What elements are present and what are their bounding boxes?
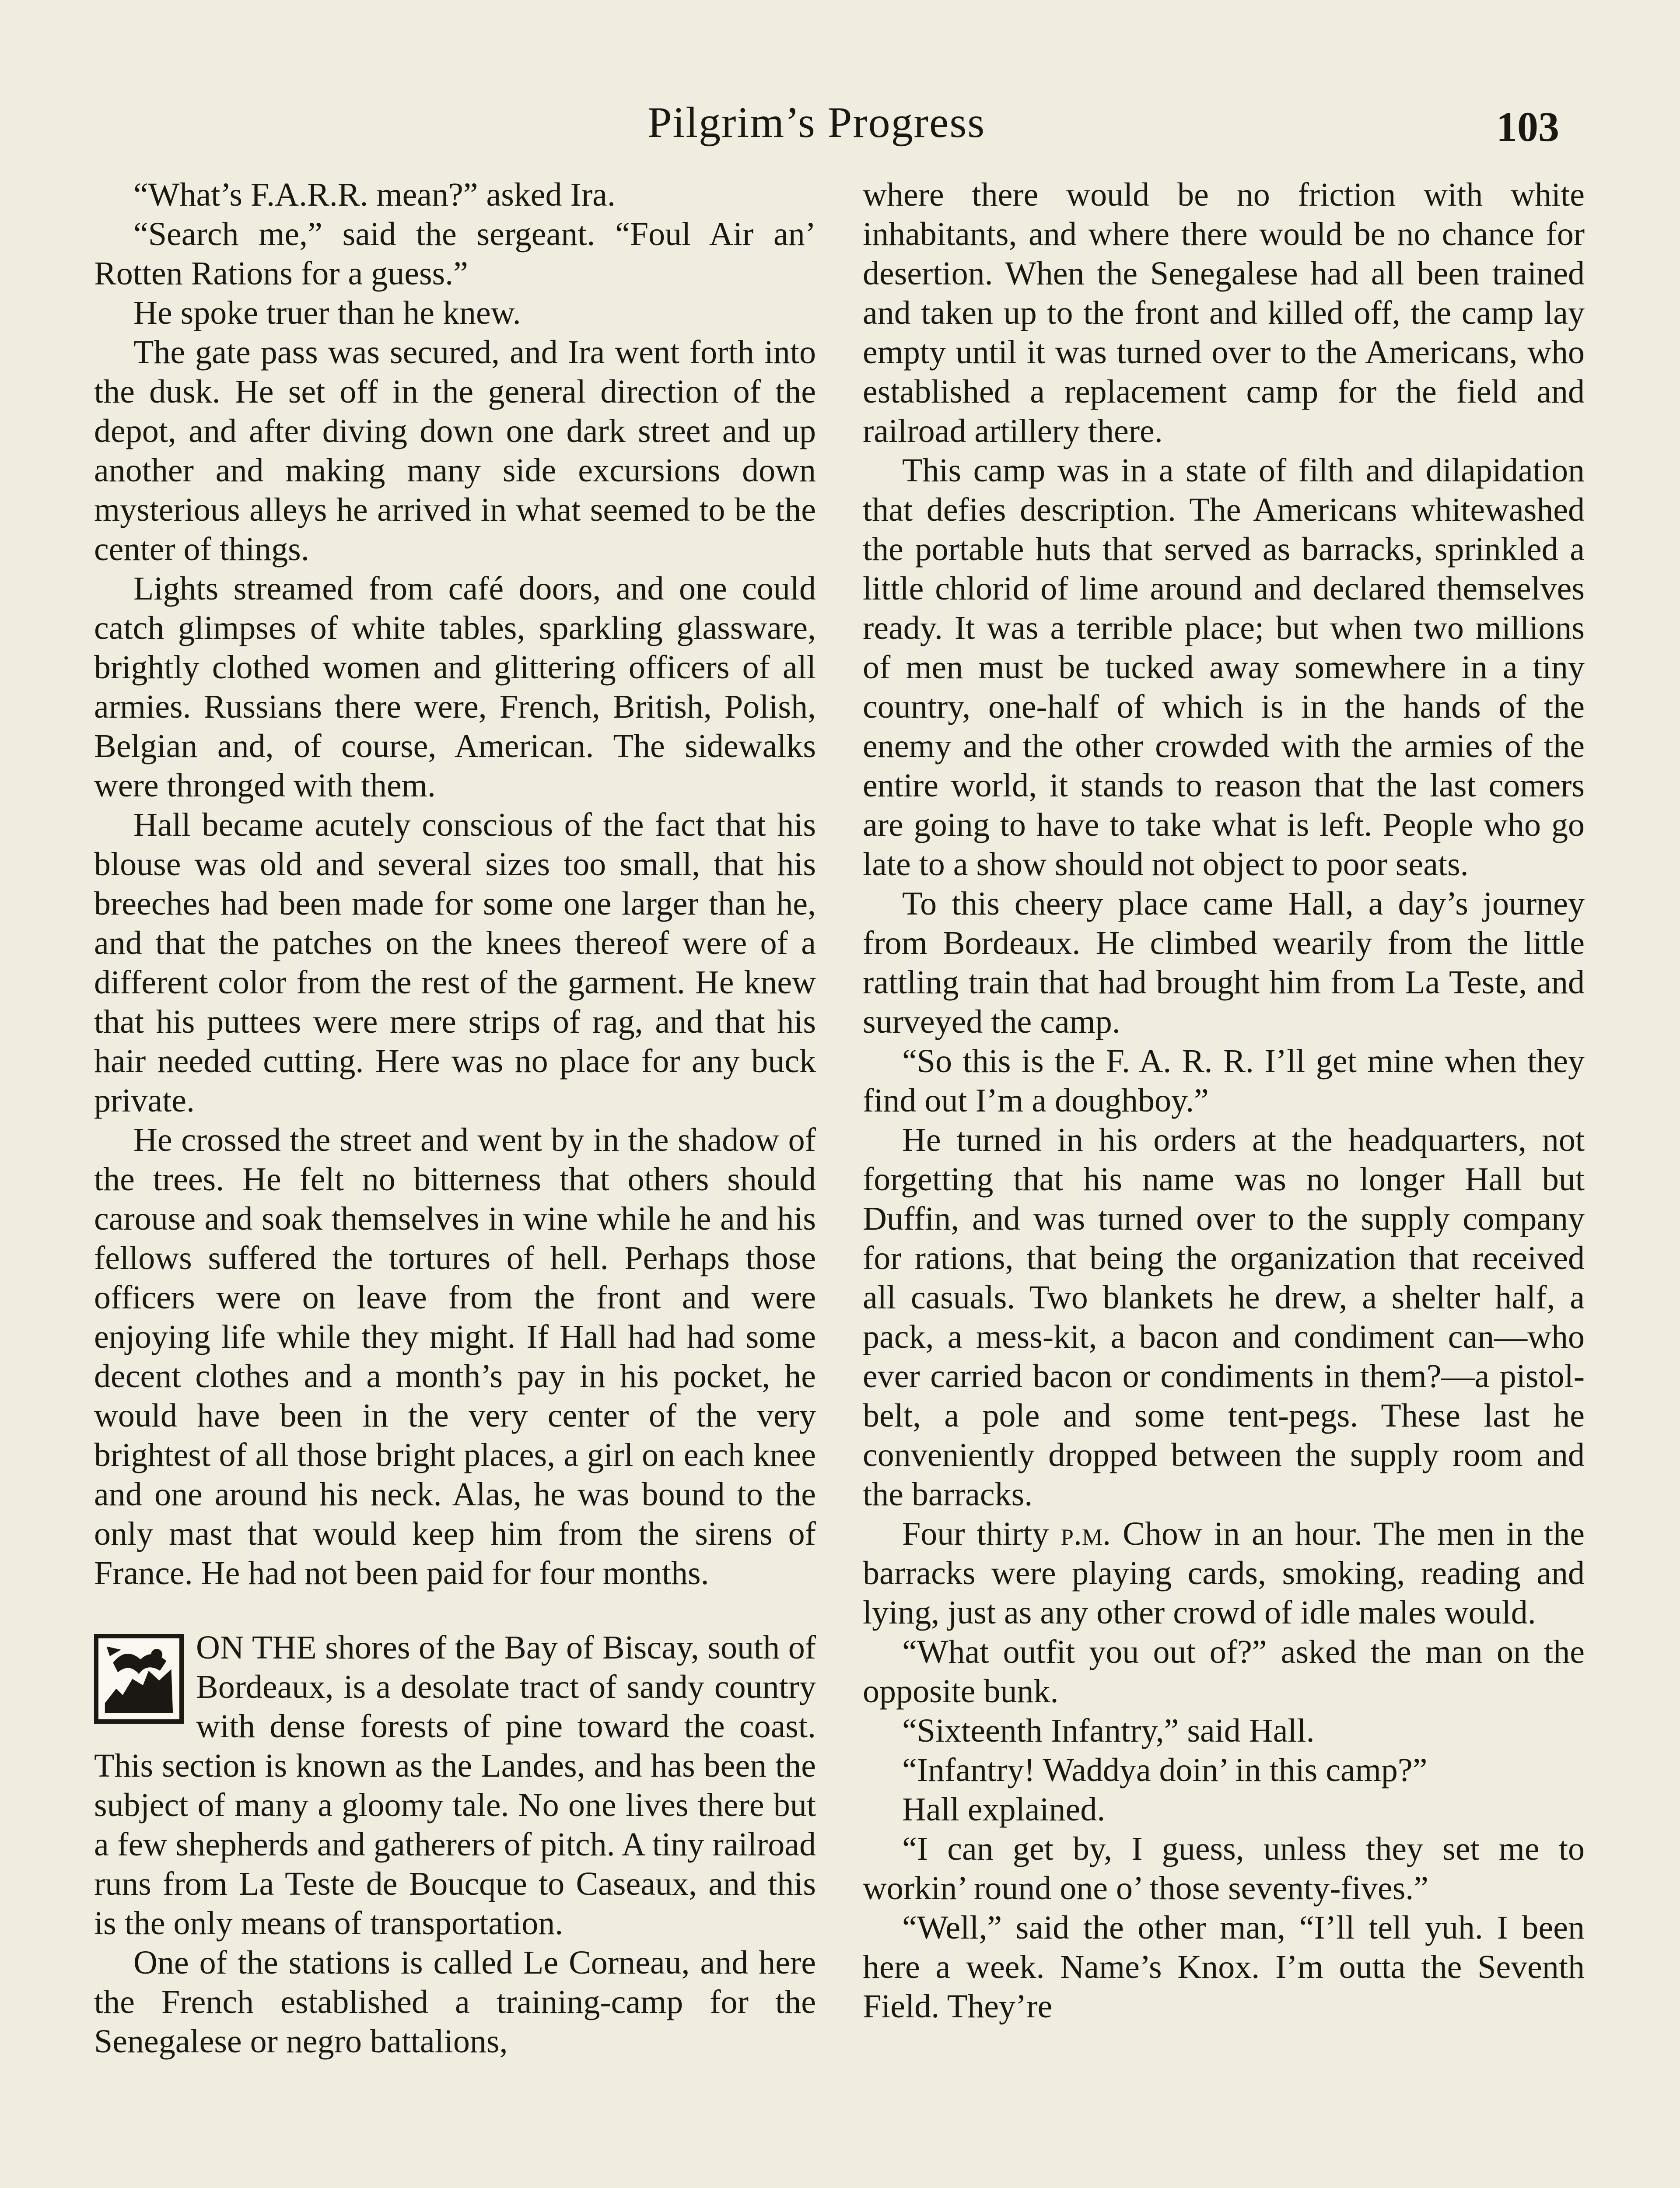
paragraph: To this cheery place came Hall, a day’s journey from Bordeaux. He climbed wearily from the little rattling train that had brought him from La Teste, and surveyed the camp.: [863, 885, 1585, 1040]
page-header: [0, 90, 1680, 160]
left-column: [94, 175, 816, 2188]
paragraph: He spoke truer than he knew.: [133, 295, 521, 331]
paragraph: This camp was in a state of filth and dilapidation that defies description. The Americans whitewashed the portable huts that served as barracks, sprinkled a little chlorid of lime around and declared themselves ready. It was a terrible place; but when two millions of men must be tucked away somewhere in a tiny country, one-half of which is in the hands of the enemy and the other crowded with the armies of the entire world, it stands to reason that the last comers are going to have to take what is left. People who go late to a show should not object to poor seats.: [863, 452, 1585, 883]
paragraph: where there would be no friction with white inhabitants, and where there would be no chance for desertion. When the Senegalese had all been trained and taken up to the front and killed off, the camp lay empty until it was turned over to the Americans, who established a replacement camp for the field and railroad artillery there.: [863, 176, 1585, 449]
paragraph: He crossed the street and went by in the shadow of the trees. He felt no bitterness that others should carouse and soak themselves in wine while he and his fellows suffered the tortures of hell. Perhaps those officers were on leave from the front and were enjoying life while they might. If Hall had had some decent clothes and a month’s pay in his pocket, he would have been in the very center of the very brightest of all those bright places, a girl on each knee and one around his neck. Alas, he was bound to the only mast that would keep him from the sirens of France. He had not been paid for four months.: [94, 1122, 816, 1592]
paragraph: Hall became acutely conscious of the fact that his blouse was old and several sizes too small, that his breeches had been made for some one larger than he, and that the patches on the knees thereof were of a different color from the rest of the garment. He knew that his puttees were mere strips of rag, and that his hair needed cutting. Here was no place for any buck private.: [94, 806, 816, 1119]
dialogue-line: Hall explained.: [902, 1791, 1106, 1828]
paragraph: He turned in his orders at the headquarters, not forgetting that his name was no longer Hall but Duffin, and was turned over to the supply company for rations, that being the organization that received all casuals. Two blankets he drew, a shelter half, a pack, a mess-kit, a bacon and condiment can—who ever carried bacon or condiments in them?—a pistol-belt, a pole and some tent-pegs. These last he conveniently dropped between the supply room and the barracks.: [863, 1122, 1585, 1513]
paragraph-four-thirty: [863, 1514, 1585, 1632]
time-lead: Four thirty: [902, 1515, 1049, 1552]
right-column: [863, 175, 1585, 2188]
section-opening-text: ON THE shores of the Bay of Biscay, south of Bordeaux, is a desolate tract of sandy country with dense forests of pine toward the coast. This section is known as the Landes, and has been the subject of many a gloomy tale. No one lives there but a few shepherds and gatherers of pitch. A tiny railroad runs from La Teste de Boucque to Caseaux, and this is the only means of transportation.: [94, 1629, 816, 1942]
dialogue-line: “Sixteenth Infantry,” said Hall.: [902, 1712, 1315, 1749]
paragraph: “Search me,” said the sergeant. “Foul Air an’ Rotten Rations for a guess.”: [94, 216, 816, 292]
dialogue-line: “I can get by, I guess, unless they set me to workin’ round one o’ those seventy-fives.”: [863, 1830, 1585, 1907]
time-suffix: p.m.: [1060, 1515, 1111, 1552]
paragraph: Lights streamed from café doors, and one could catch glimpses of white tables, sparkling glassware, brightly clothed women and glittering officers of all armies. Russians there were, French, British, Polish, Belgian and, of course, American. The sidewalks were thronged with them.: [94, 570, 816, 804]
running-title: Pilgrim’s Progress: [648, 98, 986, 147]
paragraph: One of the stations is called Le Corneau, and here the French established a training-camp for the Senegalese or negro battalions,: [94, 1944, 816, 2060]
paragraph: The gate pass was secured, and Ira went forth into the dusk. He set off in the general direction of the depot, and after diving down one dark street and up another and making many side excursions down mysterious alleys he arrived in what seemed to be the center of things.: [94, 334, 816, 568]
dialogue-line: “Infantry! Waddya doin’ in this camp?”: [902, 1752, 1428, 1788]
woodcut-ornament-icon: [94, 1634, 184, 1724]
paragraph: “What’s F.A.R.R. mean?” asked Ira.: [133, 176, 616, 213]
section-opening-paragraph: [94, 1628, 816, 1943]
dialogue-line: “Well,” said the other man, “I’ll tell yuh. I been here a week. Name’s Knox. I’m outta the Seventh Field. They’re: [863, 1909, 1585, 2025]
dialogue-line: “What outfit you out of?” asked the man on the opposite bunk.: [863, 1634, 1585, 1710]
paragraph: “So this is the F. A. R. R. I’ll get mine when they find out I’m a doughboy.”: [863, 1043, 1585, 1119]
page-number: 103: [1496, 103, 1559, 150]
time-rest: Chow in an hour. The men in the barracks were playing cards, smoking, reading and lying, just as any other crowd of idle males would.: [863, 1515, 1585, 1631]
